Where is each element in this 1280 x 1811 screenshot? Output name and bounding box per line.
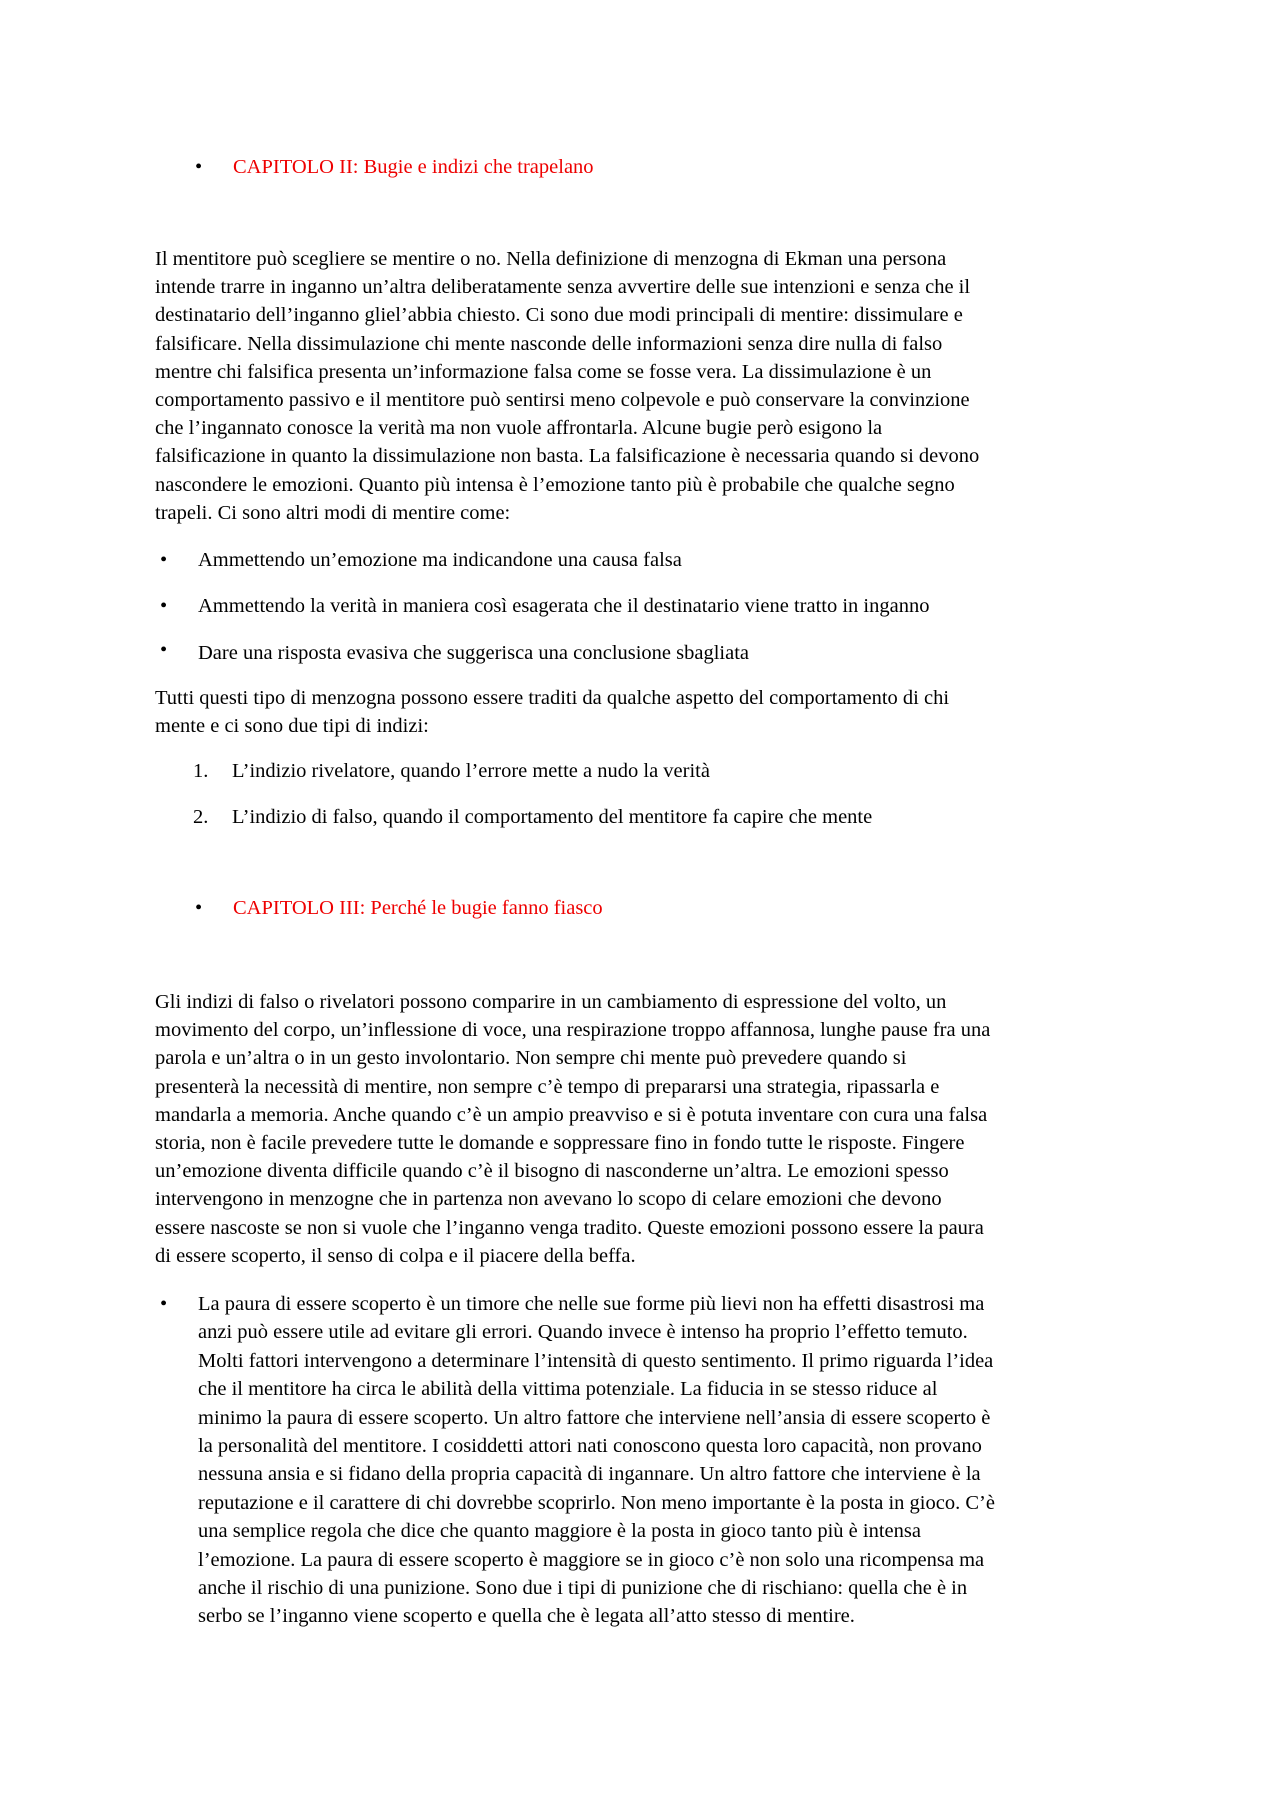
text-line: intende trarre in inganno un’altra deliberatamente senza avvertire delle sue intenzioni e senza che il: [155, 276, 971, 299]
chapter-heading-3: [195, 893, 1095, 923]
chapter-heading-2: [195, 152, 1095, 182]
paragraph-indizi: [155, 684, 1135, 740]
bullet-icon: •: [195, 156, 203, 178]
text-line: comportamento passivo e il mentitore può sentirsi meno colpevole e può conservare la convinzione: [155, 389, 970, 412]
bullet-icon: •: [160, 639, 168, 661]
item-number: 1.: [193, 760, 209, 782]
text-line: mandarla a memoria. Anche quando c’è un ampio preavviso e si è potuta inventare con cura una falsa: [155, 1103, 988, 1126]
list-item-text: [198, 1290, 1198, 1631]
text-line: minimo la paura di essere scoperto. Un altro fattore che interviene nell’ansia di essere scoperto è: [198, 1406, 991, 1429]
text-line: parola e un’altra o in un gesto involontario. Non sempre chi mente può prevedere quando si: [155, 1047, 907, 1070]
bullet-icon: •: [195, 897, 203, 919]
text-line: un’emozione diventa difficile quando c’è il bisogno di nasconderne un’altra. Le emozioni spesso: [155, 1160, 949, 1183]
numbered-item-text: L’indizio rivelatore, quando l’errore mette a nudo la verità: [232, 760, 710, 782]
item-number: 2.: [193, 806, 209, 828]
text-line: storia, non è facile prevedere tutte le domande e soppressare fino in fondo tutte le risposte. Fingere: [155, 1132, 965, 1155]
list-item-text: Ammettendo un’emozione ma indicandone una causa falsa: [198, 549, 682, 571]
text-line: La paura di essere scoperto è un timore che nelle sue forme più lievi non ha effetti disastrosi ma: [198, 1293, 985, 1315]
text-line: intervengono in menzogne che in partenza non avevano lo scopo di celare emozioni che devono: [155, 1188, 942, 1211]
bullet-icon: •: [160, 1293, 168, 1315]
text-line: reputazione e il carattere di chi dovrebbe scoprirlo. Non meno importante è la posta in gioco. C’è: [198, 1491, 995, 1514]
list-item: [155, 639, 1135, 669]
text-line: movimento del corpo, un’inflessione di voce, una respirazione troppo affannosa, lunghe pause fra una: [155, 1019, 991, 1042]
text-line: la personalità del mentitore. I cosiddetti attori nati conoscono questa loro capacità, non provano: [198, 1435, 982, 1458]
text-line: trapeli. Ci sono altri modi di mentire come:: [155, 501, 511, 524]
numbered-item: [155, 803, 1135, 833]
text-line: mente e ci sono due tipi di indizi:: [155, 715, 429, 738]
paragraph-intro: [155, 245, 1135, 527]
list-item: [155, 546, 1135, 576]
list-item-text: Ammettendo la verità in maniera così esagerata che il destinatario viene tratto in inganno: [198, 595, 930, 617]
text-line: una semplice regola che dice che quanto maggiore è la posta in gioco tanto più è intensa: [198, 1520, 921, 1543]
bullet-icon: •: [160, 549, 168, 571]
text-line: essere nascoste se non si vuole che l’inganno venga tradito. Queste emozioni possono essere la paura: [155, 1216, 984, 1239]
text-line: nessuna ansia e si fidano della propria capacità di ingannare. Un altro fattore che interviene è la: [198, 1463, 981, 1486]
text-line: Il mentitore può scegliere se mentire o no. Nella definizione di menzogna di Ekman una persona: [155, 248, 947, 270]
numbered-item-text: L’indizio di falso, quando il comportamento del mentitore fa capire che mente: [232, 806, 873, 828]
paragraph-chapter-3: [155, 988, 1135, 1270]
text-line: destinatario dell’inganno gliel’abbia chiesto. Ci sono due modi principali di mentire: dissimulare e: [155, 304, 963, 327]
text-line: mentre chi falsifica presenta un’informazione falsa come se fosse vera. La dissimulazione è un: [155, 360, 932, 383]
chapter-title: CAPITOLO III: Perché le bugie fanno fiasco: [233, 897, 603, 919]
list-item: [155, 592, 1135, 622]
text-line: Tutti questi tipo di menzogna possono essere traditi da qualche aspetto del comportamento di chi: [155, 687, 950, 709]
text-line: che il mentitore ha circa le abilità della vittima potenziale. La fiducia in se stesso riduce al: [198, 1378, 938, 1401]
text-line: di essere scoperto, il senso di colpa e il piacere della beffa.: [155, 1244, 636, 1267]
text-line: Molti fattori intervengono a determinare l’intensità di questo sentimento. Il primo riguarda l’idea: [198, 1349, 994, 1372]
numbered-item: [155, 757, 1135, 787]
text-line: anche il rischio di una punizione. Sono due i tipi di punizione che di rischiano: quella che è in: [198, 1577, 968, 1600]
list-item-paura: [155, 1290, 1145, 1650]
text-line: falsificazione in quanto la dissimulazione non basta. La falsificazione è necessaria quando si devono: [155, 445, 980, 468]
bullet-icon: •: [160, 595, 168, 617]
text-line: serbo se l’inganno viene scoperto e quella che è legata all’atto stesso di mentire.: [198, 1605, 855, 1628]
chapter-title: CAPITOLO II: Bugie e indizi che trapelano: [233, 156, 594, 178]
text-line: l’emozione. La paura di essere scoperto è maggiore se in gioco c’è non solo una ricompensa ma: [198, 1548, 985, 1571]
text-line: presenterà la necessità di mentire, non sempre c’è tempo di prepararsi una strategia, ripassarla e: [155, 1075, 940, 1098]
text-line: anzi può essere utile ad evitare gli errori. Quando invece è intenso ha proprio l’effetto temuto.: [198, 1321, 968, 1344]
list-item-text: Dare una risposta evasiva che suggerisca una conclusione sbagliata: [198, 642, 750, 664]
text-line: Gli indizi di falso o rivelatori possono comparire in un cambiamento di espressione del volto, un: [155, 991, 947, 1013]
text-line: nascondere le emozioni. Quanto più intensa è l’emozione tanto più è probabile che qualche segno: [155, 473, 955, 496]
text-line: che l’ingannato conosce la verità ma non vuole affrontarla. Alcune bugie però esigono la: [155, 417, 883, 440]
text-line: falsificare. Nella dissimulazione chi mente nasconde delle informazioni senza dire nulla di falso: [155, 332, 943, 355]
